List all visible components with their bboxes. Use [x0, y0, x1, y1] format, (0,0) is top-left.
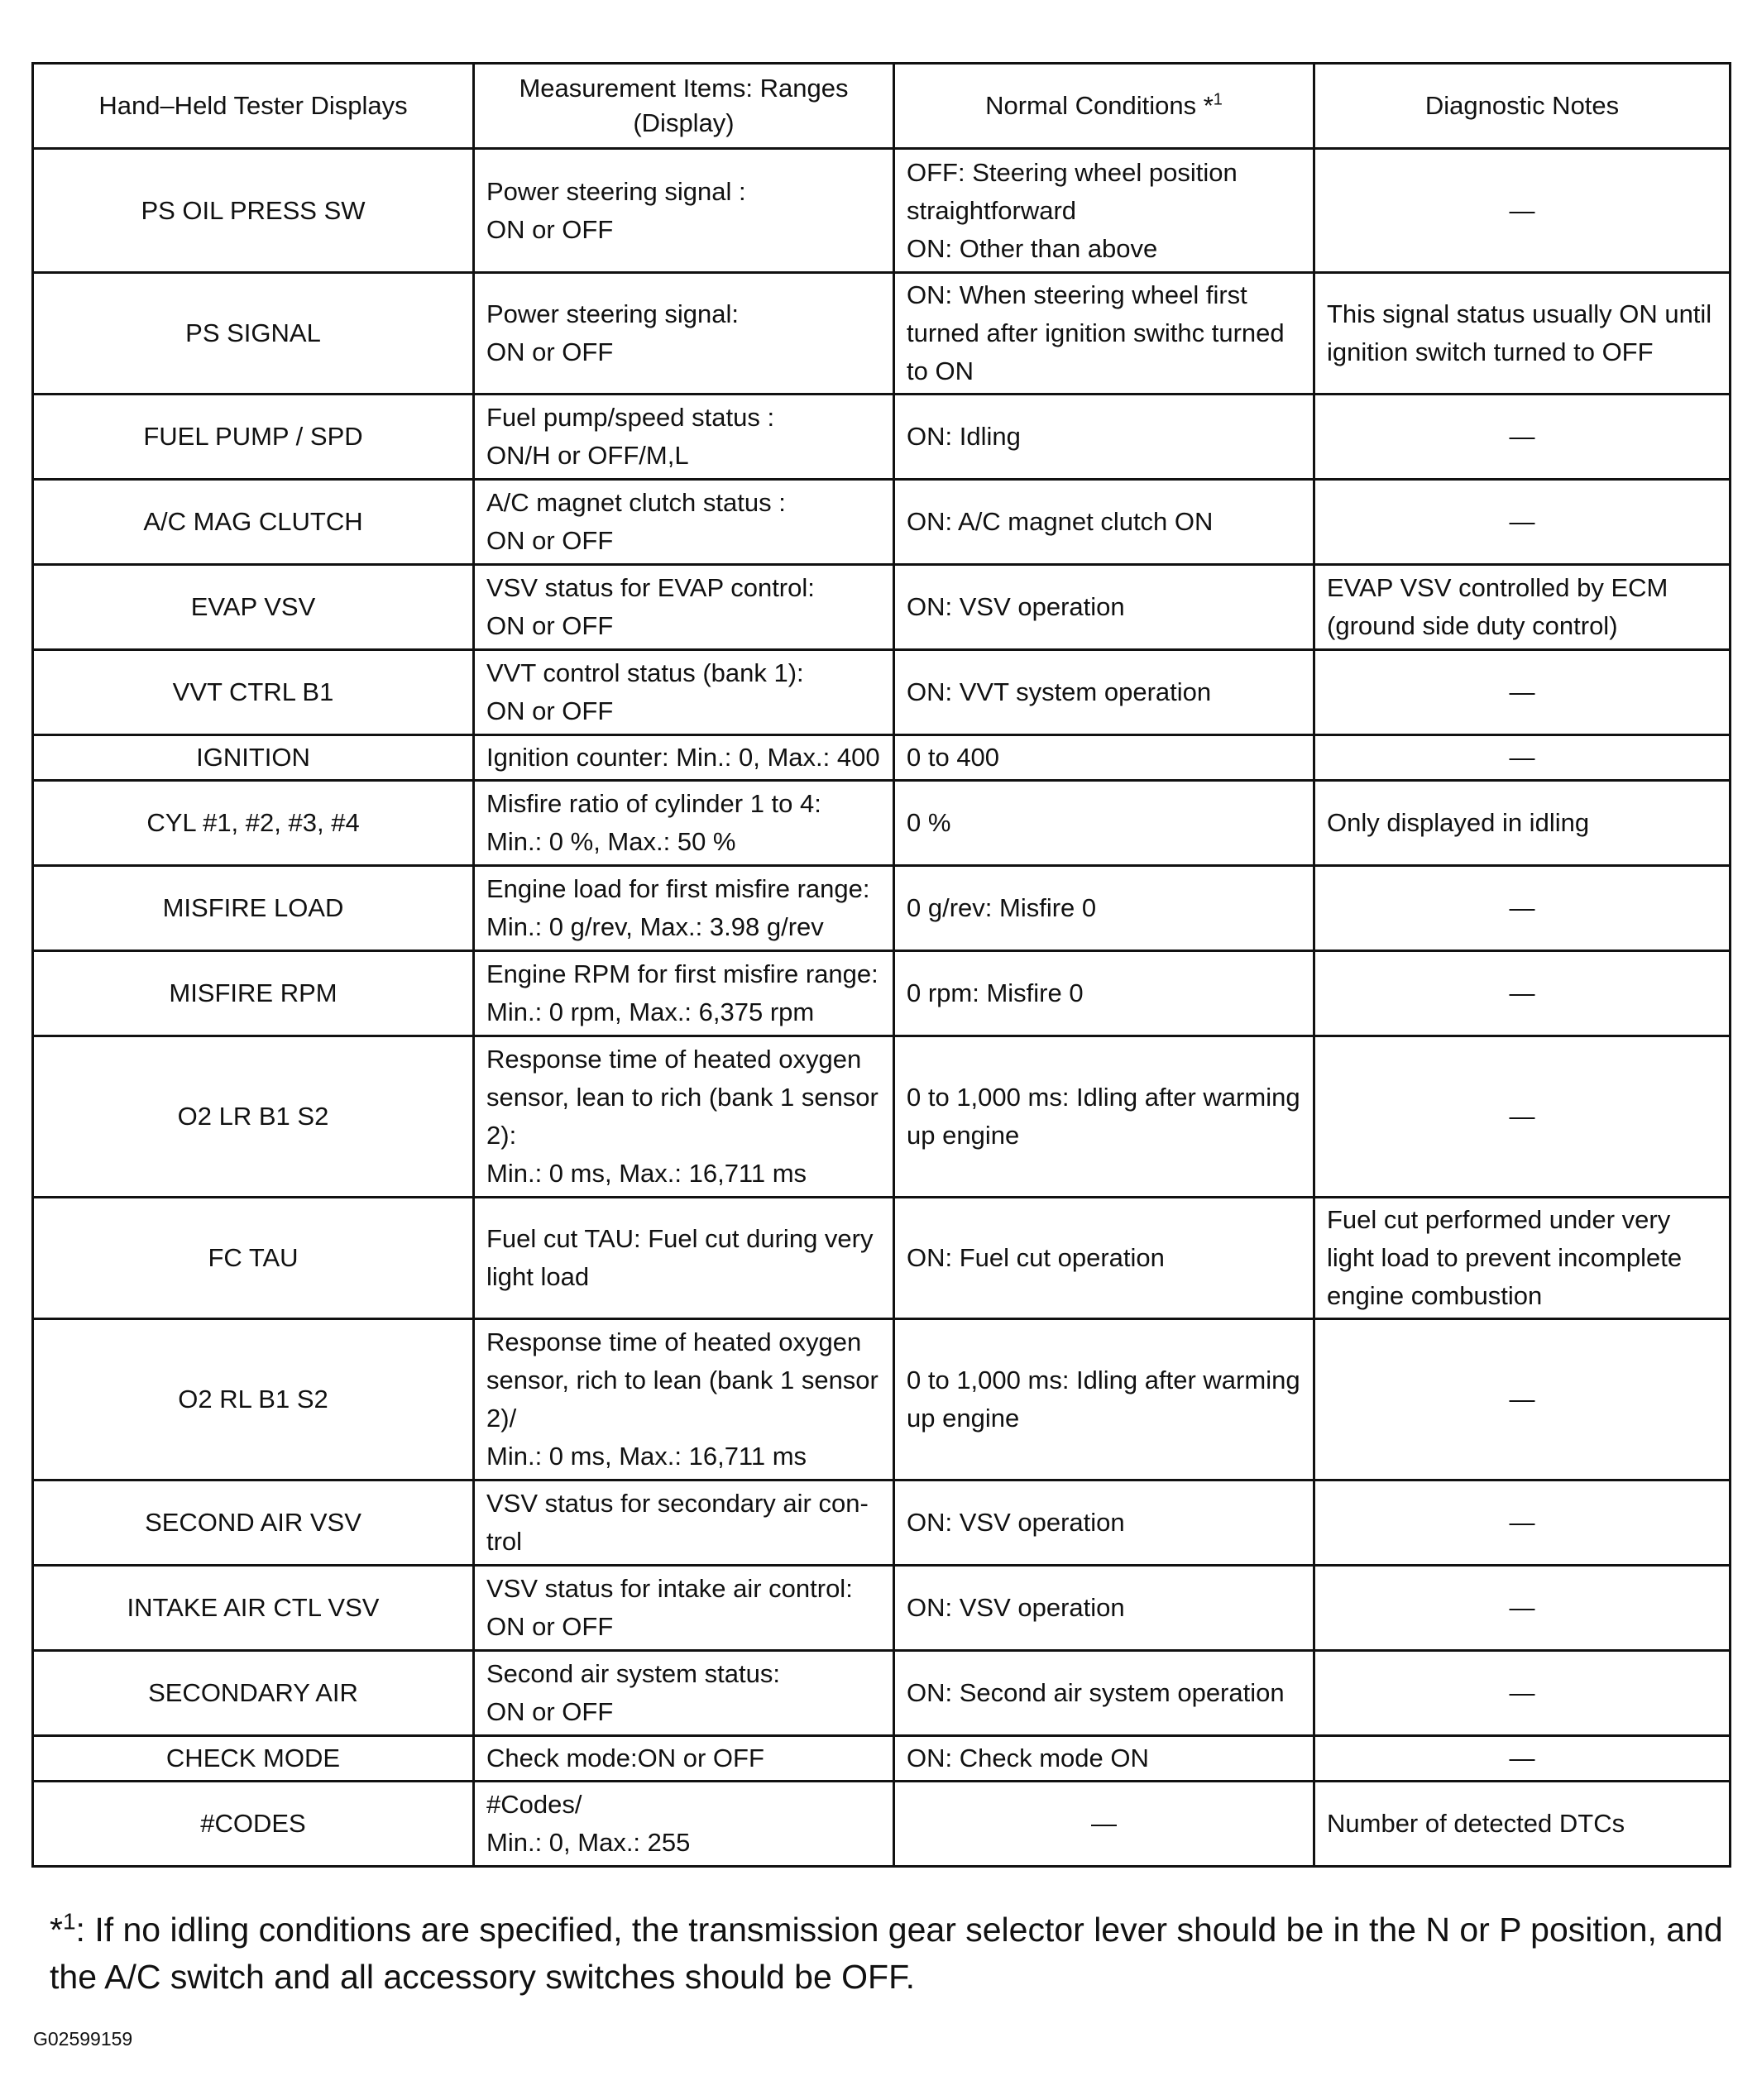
cell-normal: ON: VSV operation — [894, 1481, 1314, 1566]
cell-normal: 0 to 1,000 ms: Idling after warming up engine — [894, 1036, 1314, 1198]
cell-display: IGNITION — [33, 735, 474, 781]
cell-normal: 0 g/rev: Misfire 0 — [894, 866, 1314, 951]
cell-measurement: VVT control status (bank 1): ON or OFF — [474, 650, 894, 735]
cell-notes: — — [1314, 951, 1731, 1036]
cell-display: SECOND AIR VSV — [33, 1481, 474, 1566]
cell-display: O2 LR B1 S2 — [33, 1036, 474, 1198]
footnote-marker-superscript: 1 — [62, 1908, 76, 1935]
cell-notes: EVAP VSV controlled by ECM (ground side duty control) — [1314, 565, 1731, 650]
cell-notes: Fuel cut performed under very light load to prevent incomplete engine combustion — [1314, 1198, 1731, 1319]
cell-measurement: VSV status for secondary air con-trol — [474, 1481, 894, 1566]
cell-display: VVT CTRL B1 — [33, 650, 474, 735]
cell-notes: — — [1314, 1736, 1731, 1782]
cell-display: FC TAU — [33, 1198, 474, 1319]
footnote-text: : If no idling conditions are specified, the transmission gear selector lever should be in the N or P position, and the A/C switch and all accessory switches should be OFF. — [50, 1911, 1723, 1996]
cell-display: #CODES — [33, 1782, 474, 1867]
cell-measurement: Fuel cut TAU: Fuel cut during very light load — [474, 1198, 894, 1319]
header-normal-text: Normal Conditions * — [985, 91, 1214, 120]
cell-normal: 0 to 400 — [894, 735, 1314, 781]
cell-notes: — — [1314, 1319, 1731, 1481]
cell-display: INTAKE AIR CTL VSV — [33, 1566, 474, 1651]
table-header-row — [33, 64, 1731, 149]
cell-measurement: Fuel pump/speed status : ON/H or OFF/M,L — [474, 395, 894, 480]
table-row — [33, 273, 1731, 395]
cell-measurement: Power steering signal: ON or OFF — [474, 273, 894, 395]
cell-display: MISFIRE RPM — [33, 951, 474, 1036]
table-row — [33, 781, 1731, 866]
table-row — [33, 1566, 1731, 1651]
cell-display: MISFIRE LOAD — [33, 866, 474, 951]
cell-measurement: Misfire ratio of cylinder 1 to 4: Min.: 0 %, Max.: 50 % — [474, 781, 894, 866]
cell-notes: — — [1314, 1566, 1731, 1651]
cell-display: O2 RL B1 S2 — [33, 1319, 474, 1481]
cell-display: FUEL PUMP / SPD — [33, 395, 474, 480]
cell-measurement: Ignition counter: Min.: 0, Max.: 400 — [474, 735, 894, 781]
cell-measurement: Response time of heated oxygen sensor, rich to lean (bank 1 sensor 2)/ Min.: 0 ms, Max.: 16,711 ms — [474, 1319, 894, 1481]
cell-display: EVAP VSV — [33, 565, 474, 650]
figure-id: G02599159 — [33, 2028, 133, 2050]
table-row — [33, 1481, 1731, 1566]
cell-measurement: Check mode:ON or OFF — [474, 1736, 894, 1782]
cell-normal: ON: Fuel cut operation — [894, 1198, 1314, 1319]
cell-normal: ON: Idling — [894, 395, 1314, 480]
cell-notes: — — [1314, 149, 1731, 273]
cell-notes: — — [1314, 650, 1731, 735]
cell-normal: ON: VSV operation — [894, 1566, 1314, 1651]
header-display: Hand–Held Tester Displays — [33, 64, 474, 149]
table-row — [33, 951, 1731, 1036]
table-row — [33, 1198, 1731, 1319]
cell-measurement: Engine RPM for first misfire range: Min.: 0 rpm, Max.: 6,375 rpm — [474, 951, 894, 1036]
cell-normal: ON: When steering wheel first turned after ignition swithc turned to ON — [894, 273, 1314, 395]
cell-notes: — — [1314, 735, 1731, 781]
table-row — [33, 866, 1731, 951]
cell-display: CHECK MODE — [33, 1736, 474, 1782]
cell-normal: ON: VSV operation — [894, 565, 1314, 650]
cell-normal: OFF: Steering wheel position straightforward ON: Other than above — [894, 149, 1314, 273]
table-row — [33, 1036, 1731, 1198]
table-row — [33, 650, 1731, 735]
cell-measurement: Power steering signal : ON or OFF — [474, 149, 894, 273]
cell-display: CYL #1, #2, #3, #4 — [33, 781, 474, 866]
cell-notes: — — [1314, 1651, 1731, 1736]
header-normal — [894, 64, 1314, 149]
header-measurement: Measurement Items: Ranges (Display) — [474, 64, 894, 149]
cell-display: PS OIL PRESS SW — [33, 149, 474, 273]
cell-measurement: Engine load for first misfire range: Min.: 0 g/rev, Max.: 3.98 g/rev — [474, 866, 894, 951]
table-row — [33, 395, 1731, 480]
cell-normal: — — [894, 1782, 1314, 1867]
table-row — [33, 1651, 1731, 1736]
cell-measurement: A/C magnet clutch status : ON or OFF — [474, 480, 894, 565]
footnote — [50, 1906, 1729, 2001]
cell-display: PS SIGNAL — [33, 273, 474, 395]
table-row — [33, 480, 1731, 565]
cell-notes: Number of detected DTCs — [1314, 1782, 1731, 1867]
cell-normal: 0 % — [894, 781, 1314, 866]
cell-measurement: VSV status for intake air control: ON or OFF — [474, 1566, 894, 1651]
cell-notes: — — [1314, 866, 1731, 951]
cell-normal: ON: Second air system operation — [894, 1651, 1314, 1736]
cell-normal: ON: VVT system operation — [894, 650, 1314, 735]
cell-notes: This signal status usually ON until ignition switch turned to OFF — [1314, 273, 1731, 395]
cell-normal: 0 rpm: Misfire 0 — [894, 951, 1314, 1036]
header-normal-superscript: 1 — [1213, 90, 1223, 109]
cell-normal: 0 to 1,000 ms: Idling after warming up engine — [894, 1319, 1314, 1481]
cell-notes: — — [1314, 395, 1731, 480]
table-row — [33, 565, 1731, 650]
cell-measurement: Response time of heated oxygen sensor, lean to rich (bank 1 sensor 2): Min.: 0 ms, Max.: 16,711 ms — [474, 1036, 894, 1198]
cell-measurement: Second air system status: ON or OFF — [474, 1651, 894, 1736]
footnote-marker: * — [50, 1911, 63, 1949]
cell-normal: ON: A/C magnet clutch ON — [894, 480, 1314, 565]
header-notes: Diagnostic Notes — [1314, 64, 1731, 149]
cell-measurement: VSV status for EVAP control: ON or OFF — [474, 565, 894, 650]
table-row — [33, 735, 1731, 781]
cell-normal: ON: Check mode ON — [894, 1736, 1314, 1782]
cell-measurement: #Codes/ Min.: 0, Max.: 255 — [474, 1782, 894, 1867]
diagnostic-data-table — [31, 62, 1731, 1868]
table-row — [33, 1782, 1731, 1867]
table-row — [33, 1319, 1731, 1481]
cell-notes: Only displayed in idling — [1314, 781, 1731, 866]
cell-notes: — — [1314, 1036, 1731, 1198]
cell-display: SECONDARY AIR — [33, 1651, 474, 1736]
cell-notes: — — [1314, 1481, 1731, 1566]
cell-display: A/C MAG CLUTCH — [33, 480, 474, 565]
table-row — [33, 1736, 1731, 1782]
table-row — [33, 149, 1731, 273]
cell-notes: — — [1314, 480, 1731, 565]
